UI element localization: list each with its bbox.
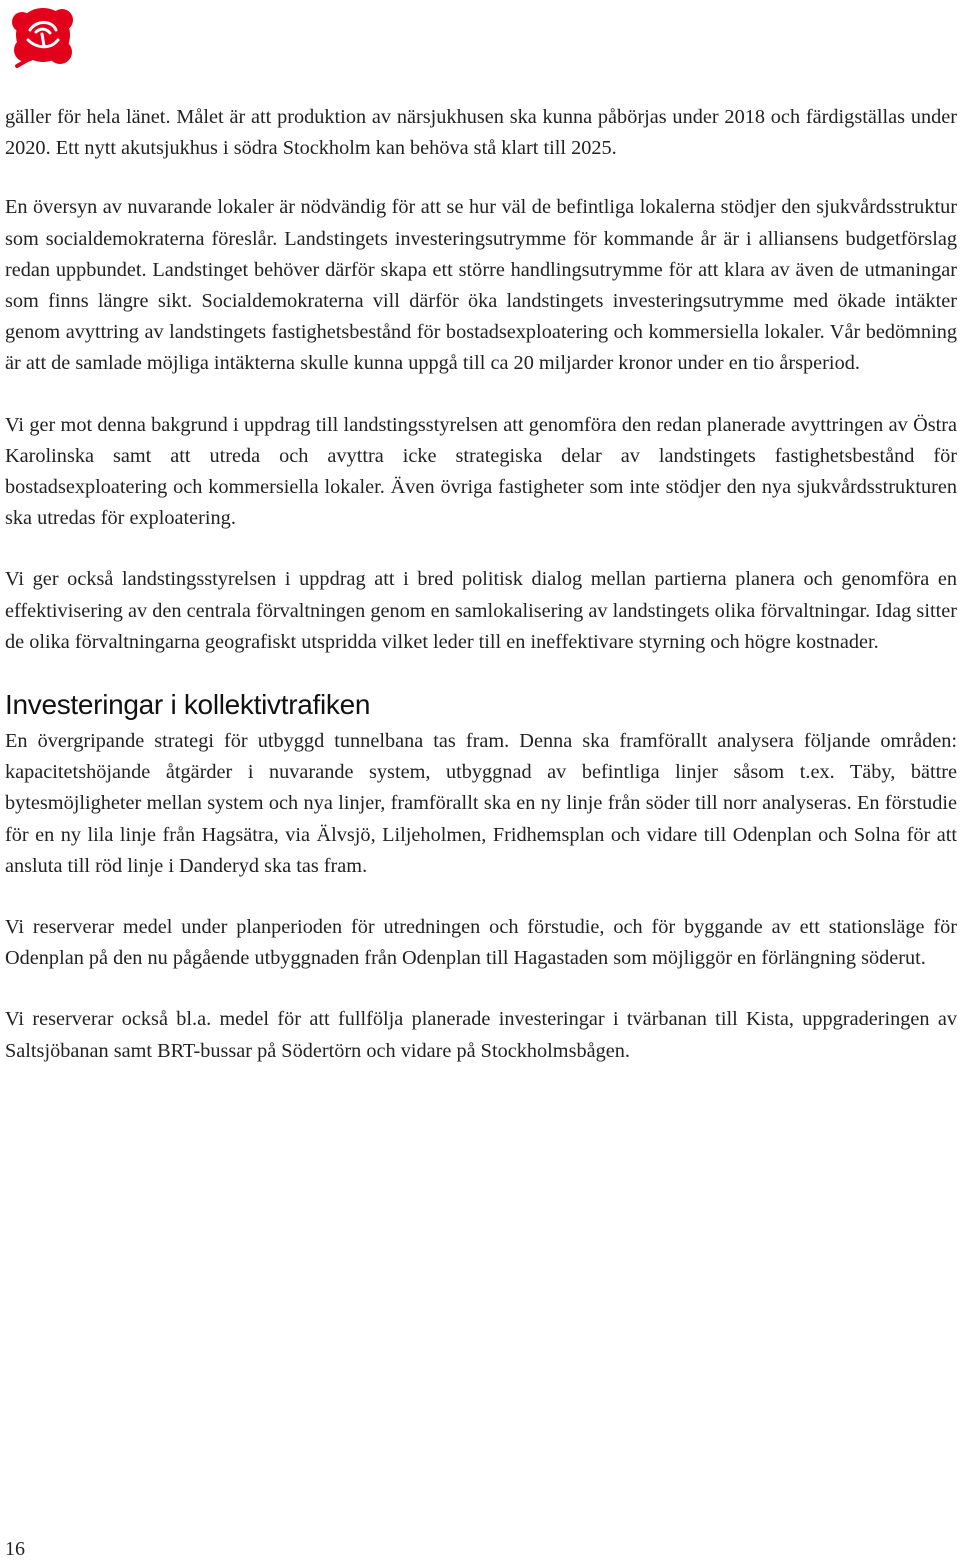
rose-logo-icon — [6, 4, 76, 70]
paragraph-odenplan-station: Vi reserverar medel under planperioden för utredningen och förstudie, och för byggande av ett stationsläge för Odenplan på den nu pågående utbyggnaden från Odenplan till Hagastaden som möjliggör en förlängning söderut. — [5, 916, 957, 970]
paragraph-divestment-assignment: Vi ger mot denna bakgrund i uppdrag till landstingsstyrelsen att genomföra den redan planerade avyttringen av Östra Karolinska samt att utreda och avyttra icke strategiska delar av landstingets fastighetsbestånd för bostadsexploatering och kommersiella lokaler. Även övriga fastigheter som inte stödjer den nya sjukvårdsstrukturen ska utredas för exploatering. — [5, 413, 957, 530]
page-number: 16 — [5, 1538, 25, 1560]
paragraph-administration-efficiency: Vi ger också landstingsstyrelsen i uppdrag att i bred politisk dialog mellan partierna planera och genomföra en effektivisering av den centrala förvaltningen genom en samlokalisering av landstingets olika förvaltningar. Idag sitter de olika förvaltningarna geografiskt utspridda vilket leder till en ineffektivare styrning och högre kostnader. — [5, 568, 957, 653]
paragraph-tram-investments: Vi reserverar också bl.a. medel för att fullfölja planerade investeringar i tvärbanan till Kista, uppgraderingen av Saltsjöbanan samt BRT-bussar på Södertörn och vidare på Stockholmsbågen. — [5, 1008, 957, 1062]
paragraph-premises-review: En översyn av nuvarande lokaler är nödvändig för att se hur väl de befintliga lokalerna stödjer den sjukvårdsstruktur som socialdemokraterna föreslår. Landstingets investeringsutrymme för kommande år är i alliansens budgetförslag redan uppbundet. Landstinget behöver därför skapa ett större handlingsutrymme för att klara av även de utmaningar som finns längre sikt. Socialdemokraterna vill därför öka landstingets investeringsutrymme med ökade intäkter genom avyttring av landstingets fastighetsbestånd för bostadsexploatering och kommersiella lokaler. Vår bedömning är att de samlade möjliga intäkterna skulle kunna uppgå till ca 20 miljarder kronor under en tio årsperiod. — [5, 196, 957, 375]
paragraph-hospitals: gäller för hela länet. Målet är att produktion av närsjukhusen ska kunna påbörjas under 2018 och färdigställas under 2020. Ett nytt akutsjukhus i södra Stockholm kan behöva stå klart till 2025. — [5, 106, 957, 160]
section-heading: Investeringar i kollektivtrafiken — [5, 689, 371, 721]
document-body — [5, 102, 957, 1097]
paragraph-metro-strategy: En övergripande strategi för utbyggd tunnelbana tas fram. Denna ska framförallt analysera följande områden: kapacitetshöjande åtgärder i nuvarande system, utbyggnad av befintliga linjer såsom t.ex. Täby, bättre bytesmöjligheter mellan system och nya linjer, framförallt ska en ny linje från söder till norr analyseras. En förstudie för en ny lila linje från Hagsätra, via Älvsjö, Liljeholmen, Fridhemsplan och vidare till Odenplan och Solna för att ansluta till röd linje i Danderyd ska tas fram. — [5, 730, 957, 877]
